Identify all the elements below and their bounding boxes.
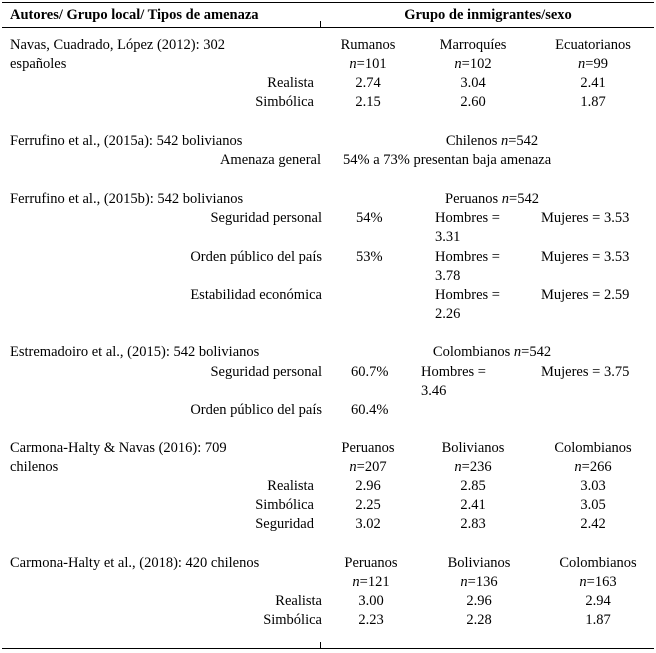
group-column bbox=[555, 36, 631, 74]
row-label: Realista bbox=[267, 478, 314, 494]
group-n: =542 bbox=[509, 191, 539, 207]
group-name: Colombianos bbox=[432, 344, 511, 360]
group-n: =163 bbox=[586, 574, 617, 590]
group-name: Peruanos bbox=[445, 191, 499, 207]
section-4-author: Estremadoiro et al., (2015): 542 bolivianos bbox=[10, 344, 260, 360]
cell-value: 3.05 bbox=[580, 497, 606, 513]
cell-percent: 53% bbox=[356, 249, 383, 265]
cell-value: 2.60 bbox=[460, 94, 486, 110]
group-column bbox=[341, 439, 394, 477]
cell-men bbox=[435, 286, 500, 324]
group-label bbox=[445, 190, 539, 209]
cell-men bbox=[435, 209, 500, 247]
cell-value: 2.96 bbox=[466, 593, 492, 609]
cell-value: 1.87 bbox=[585, 612, 611, 628]
group-name: Peruanos bbox=[341, 440, 395, 456]
cell-women: Mujeres = 3.53 bbox=[541, 210, 630, 226]
men-label: Hombres = bbox=[435, 210, 500, 226]
group-name: Colombianos bbox=[559, 555, 637, 571]
cell-value: 2.85 bbox=[460, 478, 486, 494]
n-symbol: n bbox=[454, 459, 462, 475]
footer-separator bbox=[320, 642, 321, 648]
section-3-author: Ferrufino et al., (2015b): 542 bolivianos bbox=[10, 191, 244, 207]
section-6-author: Carmona-Halty et al., (2018): 420 chilenos bbox=[10, 555, 260, 571]
cell-percent: 60.4% bbox=[351, 402, 389, 418]
group-name: Peruanos bbox=[344, 555, 398, 571]
row-label: Amenaza general bbox=[219, 152, 321, 168]
author-line: españoles bbox=[10, 56, 67, 72]
cell-value: 2.41 bbox=[460, 497, 486, 513]
author-line: Navas, Cuadrado, López (2012): 302 bbox=[10, 37, 226, 53]
cell-value: 3.03 bbox=[580, 478, 606, 494]
men-value: 3.31 bbox=[435, 229, 461, 245]
men-label: Hombres = bbox=[421, 364, 486, 380]
header-group: Grupo de inmigrantes/sexo bbox=[404, 7, 572, 23]
section-1-author bbox=[10, 36, 225, 74]
men-value: 2.26 bbox=[435, 306, 461, 322]
men-value: 3.78 bbox=[435, 268, 461, 284]
group-name: Bolivianos bbox=[441, 440, 505, 456]
header-authors: Autores/ Grupo local/ Tipos de amenaza bbox=[10, 7, 259, 23]
cell-percent: 60.7% bbox=[351, 364, 389, 380]
section-2-author: Ferrufino et al., (2015a): 542 bolivianos bbox=[10, 133, 243, 149]
row-label: Simbólica bbox=[255, 497, 314, 513]
bottom-rule bbox=[2, 648, 654, 649]
group-n: =207 bbox=[356, 459, 387, 475]
cell-value: 2.83 bbox=[460, 516, 486, 532]
cell-value: 2.96 bbox=[355, 478, 381, 494]
n-symbol: n bbox=[501, 191, 510, 207]
row-label: Seguridad bbox=[255, 516, 314, 532]
group-label bbox=[433, 343, 551, 362]
cell-value: 2.42 bbox=[580, 516, 606, 532]
cell-value: 2.15 bbox=[355, 94, 381, 110]
header-separator bbox=[320, 21, 321, 27]
cell-value: 2.41 bbox=[580, 75, 606, 91]
cell-value: 3.00 bbox=[358, 593, 384, 609]
cell-value: 54% a 73% presentan baja amenaza bbox=[343, 152, 552, 168]
cell-value: 2.94 bbox=[585, 593, 611, 609]
group-n: =266 bbox=[581, 459, 612, 475]
group-n: =101 bbox=[356, 56, 387, 72]
cell-women: Mujeres = 2.59 bbox=[541, 287, 630, 303]
cell-value: 1.87 bbox=[580, 94, 606, 110]
cell-value: 2.74 bbox=[355, 75, 381, 91]
cell-men bbox=[435, 248, 500, 286]
group-column bbox=[448, 554, 511, 592]
n-symbol: n bbox=[349, 56, 357, 72]
header-rule bbox=[2, 27, 654, 28]
group-n: =542 bbox=[508, 133, 539, 149]
n-symbol: n bbox=[454, 56, 462, 72]
cell-value: 3.02 bbox=[355, 516, 381, 532]
top-rule bbox=[2, 2, 654, 3]
cell-value: 2.23 bbox=[358, 612, 384, 628]
row-label: Orden público del país bbox=[190, 402, 322, 418]
n-symbol: n bbox=[501, 133, 509, 149]
group-column bbox=[440, 36, 507, 74]
n-symbol: n bbox=[579, 574, 587, 590]
cell-women: Mujeres = 3.53 bbox=[541, 249, 630, 265]
group-column bbox=[554, 439, 631, 477]
group-column bbox=[442, 439, 505, 477]
row-label: Orden público del país bbox=[190, 249, 322, 265]
men-label: Hombres = bbox=[435, 249, 500, 265]
cell-value: 2.25 bbox=[355, 497, 381, 513]
group-name: Ecuatorianos bbox=[555, 37, 631, 53]
group-column bbox=[344, 554, 397, 592]
group-n: =236 bbox=[461, 459, 492, 475]
n-symbol: n bbox=[352, 574, 360, 590]
group-n: =121 bbox=[359, 574, 390, 590]
men-label: Hombres = bbox=[435, 287, 500, 303]
cell-value: 3.04 bbox=[460, 75, 486, 91]
n-symbol: n bbox=[460, 574, 468, 590]
n-symbol: n bbox=[578, 56, 586, 72]
group-column bbox=[341, 36, 396, 74]
row-label: Estabilidad económica bbox=[190, 287, 322, 303]
row-label: Realista bbox=[267, 75, 314, 91]
n-symbol: n bbox=[349, 459, 357, 475]
cell-percent: 54% bbox=[356, 210, 383, 226]
row-label: Seguridad personal bbox=[210, 364, 322, 380]
row-label: Simbólica bbox=[255, 94, 314, 110]
cell-women: Mujeres = 3.75 bbox=[541, 364, 630, 380]
row-label: Simbólica bbox=[263, 612, 322, 628]
row-label: Realista bbox=[275, 593, 322, 609]
author-line: chilenos bbox=[10, 459, 59, 475]
group-n: =136 bbox=[467, 574, 498, 590]
group-name: Chilenos bbox=[445, 133, 498, 149]
group-name: Rumanos bbox=[340, 37, 396, 53]
group-name: Bolivianos bbox=[447, 555, 511, 571]
group-name: Marroquíes bbox=[439, 37, 507, 53]
section-5-author bbox=[10, 439, 227, 477]
cell-men bbox=[421, 363, 486, 401]
author-line: Carmona-Halty & Navas (2016): 709 bbox=[10, 440, 227, 456]
group-column bbox=[559, 554, 636, 592]
men-value: 3.46 bbox=[421, 383, 447, 399]
cell-value: 2.28 bbox=[466, 612, 492, 628]
group-name: Colombianos bbox=[554, 440, 632, 456]
group-n: =99 bbox=[585, 56, 608, 72]
n-symbol: n bbox=[574, 459, 582, 475]
group-n: =542 bbox=[521, 344, 552, 360]
group-label bbox=[446, 132, 538, 151]
row-label: Seguridad personal bbox=[210, 210, 322, 226]
n-symbol: n bbox=[513, 344, 522, 360]
group-n: =102 bbox=[461, 56, 492, 72]
